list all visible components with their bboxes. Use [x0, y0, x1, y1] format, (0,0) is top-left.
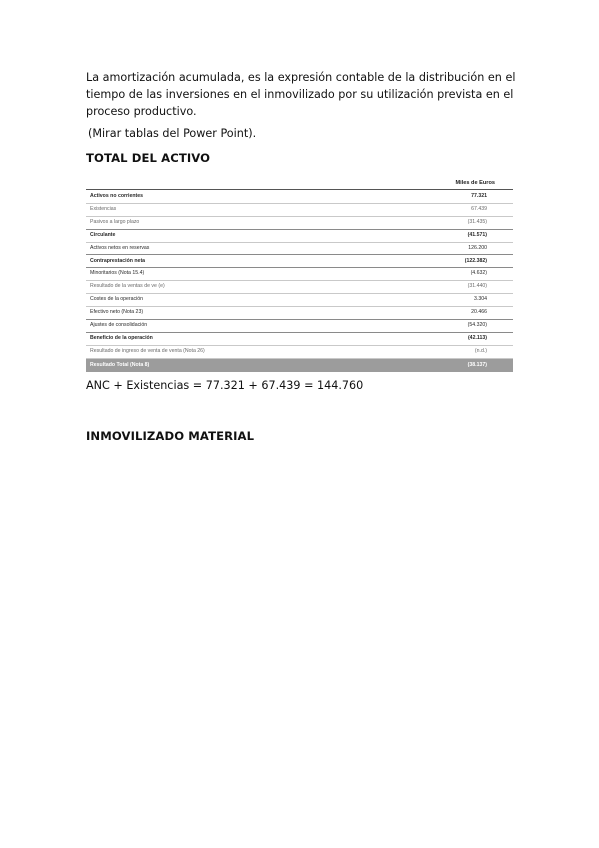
table-row-label: Activos netos en reservas	[90, 244, 150, 251]
table-row	[86, 319, 513, 333]
table-row	[86, 190, 513, 204]
table-row-label: Resultado de ingreso de venta de venta (Nota 26)	[90, 347, 205, 354]
table-row-value: (n.d.)	[474, 347, 487, 354]
table-row-value: (41.571)	[467, 231, 487, 238]
table-row-value: (122.382)	[464, 257, 487, 264]
table-row-label: Minoritarios (Nota 15.4)	[90, 270, 145, 277]
table-row	[86, 345, 513, 359]
table-row-value: (54.320)	[467, 322, 487, 328]
formula-paragraph: ANC + Existencias = 77.321 + 67.439 = 144.760	[86, 379, 364, 392]
table-row-label: Circulante	[90, 231, 116, 238]
table-total-row	[86, 359, 513, 372]
section-heading-total-activo: TOTAL DEL ACTIVO	[86, 151, 211, 165]
table-row	[86, 242, 513, 256]
table-total-value: (38.137)	[467, 361, 487, 368]
table-row-label: Activos no corrientes	[90, 193, 144, 199]
table-row	[86, 203, 513, 217]
table-row-label: Pasivos a largo plazo	[90, 218, 140, 225]
table-column-header: Miles de Euros	[455, 180, 495, 186]
table-row	[86, 229, 513, 243]
intro-paragraph: La amortización acumulada, es la expresión contable de la distribución en el tiempo de las inversiones en el inmovilizado por su utilización prevista en el proceso productivo.	[86, 71, 516, 118]
table-row-label: Efectivo neto (Nota 23)	[90, 309, 144, 316]
table-row-label: Ajustes de consolidación	[90, 322, 148, 328]
table-row	[86, 216, 513, 230]
table-row-value: (4.632)	[470, 270, 487, 277]
section-heading-inmovilizado-material: INMOVILIZADO MATERIAL	[86, 429, 255, 443]
table-row-value: 3.304	[474, 296, 487, 303]
table-row-label: Costes de la operación	[90, 296, 144, 303]
table-row-value: (31.440)	[467, 283, 487, 290]
table-row-label: Existencias	[90, 205, 117, 212]
table-row-value: 67.439	[471, 205, 487, 212]
table-row	[86, 267, 513, 281]
balance-table-image	[86, 177, 513, 366]
table-row-value: 20.466	[471, 309, 487, 316]
note-paragraph: (Mirar tablas del Power Point).	[88, 127, 257, 140]
table-row	[86, 332, 513, 346]
table-row	[86, 255, 513, 269]
table-row-value: 77.321	[471, 193, 487, 199]
table-row	[86, 280, 513, 294]
table-row-value: (42.113)	[467, 334, 487, 341]
table-row	[86, 293, 513, 307]
table-row-value: (31.435)	[467, 218, 487, 225]
table-total-label: Resultado Total (Nota 8)	[90, 361, 150, 368]
table-row-label: Contraprestación neta	[90, 257, 146, 264]
table-row-value: 126.200	[468, 244, 487, 251]
table-row	[86, 306, 513, 320]
table-row-label: Resultado de la ventas de ve (e)	[90, 283, 165, 290]
table-row-label: Beneficio de la operación	[90, 334, 153, 341]
